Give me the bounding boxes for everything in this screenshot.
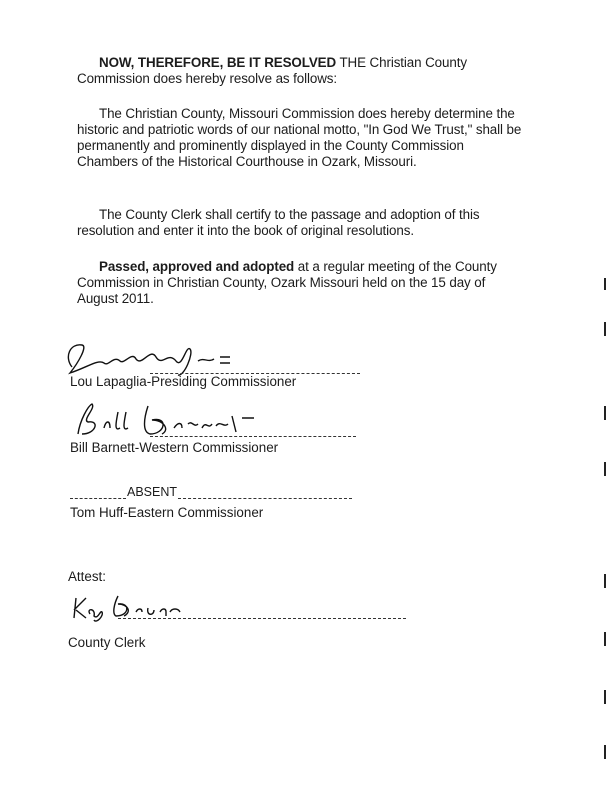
resolved-rest: THE Christian County Commission does hereby resolve as follows: — [77, 55, 467, 86]
scan-edge-mark — [604, 278, 606, 290]
motto-paragraph — [77, 106, 527, 170]
attest-label: Attest: — [68, 569, 106, 584]
scan-edge-mark — [604, 406, 606, 420]
clerk-title: County Clerk — [68, 635, 146, 650]
signature-line-clerk — [118, 618, 406, 619]
signatory-huff: Tom Huff-Eastern Commissioner — [70, 505, 264, 520]
clerk-paragraph — [77, 207, 527, 239]
signature-line-3b — [178, 498, 352, 499]
motto-text: The Christian County, Missouri Commission does hereby determine the historic and patriotic words of our national motto, "In God We Trust," shall be permanently and prominently displayed in the County Commission Chambers of the Historical Courthouse in Ozark, Missouri. — [77, 106, 522, 169]
scan-edge-mark — [604, 322, 606, 336]
passed-paragraph — [77, 259, 527, 307]
clerk-text: The County Clerk shall certify to the passage and adoption of this resolution and enter it into the book of original resolutions. — [77, 207, 480, 238]
signature-barnett — [66, 398, 256, 440]
scan-edge-mark — [604, 632, 606, 646]
signatory-barnett: Bill Barnett-Western Commissioner — [70, 440, 279, 455]
scan-edge-mark — [604, 574, 606, 588]
passed-rest: at a regular meeting of the County Commission in Christian County, Ozark Missouri held on the 15 day of August 2011. — [77, 259, 497, 306]
signature-line-2 — [150, 436, 356, 437]
absent-label: ABSENT — [127, 485, 178, 499]
signature-line-3a — [70, 498, 126, 499]
passed-lead: Passed, approved and adopted — [99, 259, 295, 274]
resolved-paragraph — [77, 55, 527, 87]
resolved-lead: NOW, THEREFORE, BE IT RESOLVED — [99, 55, 337, 70]
signatory-lapaglia: Lou Lapaglia-Presiding Commissioner — [70, 374, 297, 389]
scan-edge-mark — [604, 745, 606, 759]
scan-edge-mark — [604, 690, 606, 704]
scan-edge-mark — [604, 462, 606, 476]
